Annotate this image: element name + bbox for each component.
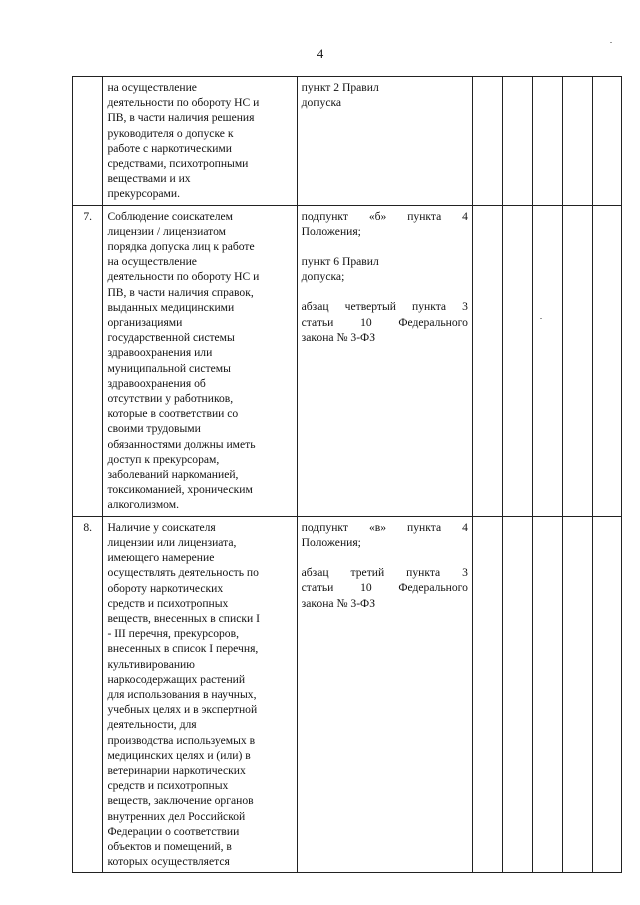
- requirement-line: доступ к прекурсорам,: [107, 452, 220, 466]
- empty-cell: [563, 516, 592, 873]
- requirement-line: порядка допуска лиц к работе: [107, 240, 255, 254]
- requirement-line: веществ, внесенных в списки I: [107, 611, 260, 625]
- reference-cell: [297, 77, 472, 206]
- empty-cell: [592, 205, 621, 516]
- requirement-line: ПВ, в части наличия решения: [107, 111, 255, 125]
- reference-gap: [302, 239, 468, 254]
- page-number: 4: [316, 46, 324, 61]
- requirement-line: Федерации о соответствии: [107, 824, 240, 838]
- table-body: [73, 77, 622, 873]
- requirement-line: внесенных в список I перечня,: [107, 642, 259, 656]
- row-number: 7.: [73, 205, 103, 516]
- requirement-line: Соблюдение соискателем: [107, 209, 234, 223]
- empty-cell: [503, 77, 532, 206]
- requirement-line: веществ, заключение органов: [107, 794, 254, 808]
- table-row: [73, 205, 622, 516]
- row-number: [73, 77, 103, 206]
- reference-line: абзац четвертый пункта 3: [301, 300, 468, 314]
- reference-line: пункт 2 Правил: [301, 81, 379, 94]
- reference-gap: [302, 284, 468, 299]
- requirement-line: на осуществление: [107, 81, 197, 94]
- requirement-line: прекурсорами.: [107, 187, 180, 201]
- requirement-cell: [103, 205, 297, 516]
- requirement-line: здравоохранения или: [107, 346, 213, 360]
- requirement-line: алкоголизмом.: [107, 498, 179, 512]
- requirement-line: которые в соответствии со: [107, 407, 239, 421]
- requirement-line: муниципальной системы: [107, 361, 231, 375]
- table-row: [73, 77, 622, 206]
- requirement-line: деятельности по обороту НС и: [107, 270, 260, 284]
- requirement-line: работе с наркотическими: [107, 141, 232, 155]
- empty-cell: [532, 77, 562, 206]
- requirement-line: учебных целях и в экспертной: [107, 703, 258, 717]
- reference-line: закона № 3-ФЗ: [301, 330, 376, 344]
- requirement-line: наркосодержащих растений: [107, 672, 246, 686]
- reference-line: допуска: [301, 96, 342, 110]
- requirement-line: токсикоманией, хроническим: [107, 483, 253, 497]
- reference-cell: [297, 516, 472, 873]
- empty-cell: [472, 77, 502, 206]
- requirement-line: Наличие у соискателя: [107, 520, 216, 534]
- requirement-line: медицинских целях и (или) в: [107, 748, 251, 762]
- requirement-line: имеющего намерение: [107, 551, 215, 565]
- empty-cell: [503, 205, 532, 516]
- reference-line: абзац третий пункта 3: [301, 566, 468, 580]
- requirement-line: ПВ, в части наличия справок,: [107, 285, 254, 299]
- empty-cell: [472, 205, 502, 516]
- requirement-line: культивированию: [107, 657, 195, 671]
- requirement-line: выданных медицинскими: [107, 300, 235, 314]
- requirement-line: веществами и их: [107, 172, 191, 186]
- requirement-line: отсутствии у работников,: [107, 392, 234, 406]
- reference-gap: [302, 550, 468, 565]
- requirement-line: для использования в научных,: [107, 687, 257, 701]
- requirement-line: здравоохранения об: [107, 376, 206, 390]
- empty-cell: [592, 516, 621, 873]
- requirement-line: обороту наркотических: [107, 581, 224, 595]
- requirement-line: внутренних дел Российской: [107, 809, 246, 823]
- requirement-line: - III перечня, прекурсоров,: [107, 627, 239, 641]
- requirement-line: средствами, психотропными: [107, 157, 249, 171]
- empty-cell: [563, 205, 592, 516]
- requirement-line: на осуществление: [107, 255, 197, 269]
- reference-line: статьи 10 Федерального: [301, 315, 468, 329]
- reference-line: закона № 3-ФЗ: [301, 596, 376, 610]
- requirement-line: средств и психотропных: [107, 779, 229, 793]
- reference-line: статьи 10 Федерального: [301, 581, 468, 595]
- reference-line: Положения;: [301, 224, 361, 238]
- requirement-line: производства используемых в: [107, 733, 256, 747]
- requirement-line: руководителя о допуске к: [107, 126, 234, 140]
- requirement-line: заболеваний наркоманией,: [107, 468, 239, 482]
- requirement-line: лицензии / лицензиатом: [107, 224, 226, 238]
- requirement-cell: [103, 77, 297, 206]
- empty-cell: [472, 516, 502, 873]
- row-number: 8.: [73, 516, 103, 873]
- requirement-line: лицензии или лицензиата,: [107, 535, 237, 549]
- reference-line: подпункт «в» пункта 4: [301, 520, 468, 534]
- requirement-line: своими трудовыми: [107, 422, 201, 436]
- requirement-line: средств и психотропных: [107, 596, 229, 610]
- empty-cell: [563, 77, 592, 206]
- empty-cell: [503, 516, 532, 873]
- scan-speck: [610, 42, 612, 43]
- requirement-line: осуществлять деятельность по: [107, 566, 259, 580]
- requirement-line: государственной системы: [107, 331, 235, 345]
- reference-line: пункт 6 Правил: [301, 255, 379, 269]
- requirements-table: [72, 76, 622, 873]
- requirement-line: организациями: [107, 316, 183, 330]
- reference-cell: [297, 205, 472, 516]
- requirement-line: обязанностями должны иметь: [107, 437, 256, 451]
- requirement-line: объектов и помещений, в: [107, 839, 232, 853]
- empty-cell: [592, 77, 621, 206]
- reference-line: подпункт «б» пункта 4: [301, 209, 468, 223]
- reference-line: Положения;: [301, 535, 361, 549]
- reference-line: допуска;: [301, 270, 345, 284]
- requirement-line: которых осуществляется: [107, 855, 230, 869]
- table-row: [73, 516, 622, 873]
- requirement-line: деятельности по обороту НС и: [107, 96, 260, 110]
- requirement-line: деятельности, для: [107, 718, 197, 732]
- empty-cell: [532, 205, 562, 516]
- empty-cell: [532, 516, 562, 873]
- requirement-line: ветеринарии наркотических: [107, 763, 246, 777]
- requirement-cell: [103, 516, 297, 873]
